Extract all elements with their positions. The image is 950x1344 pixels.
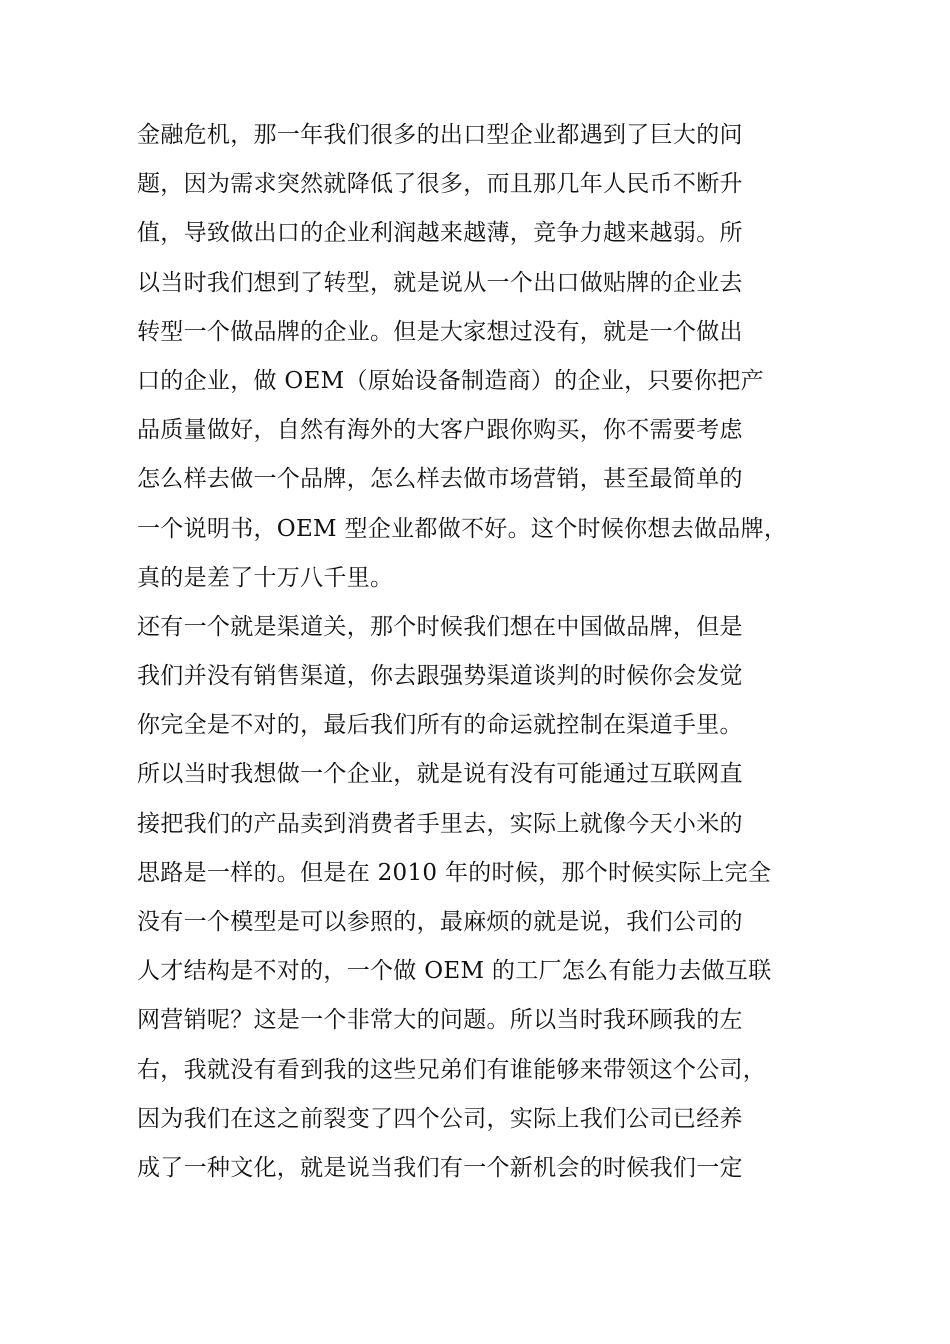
text-line: 因为我们在这之前裂变了四个公司，实际上我们公司已经养: [137, 1105, 743, 1132]
text-line: 转型一个做品牌的企业。但是大家想过没有，就是一个做出: [137, 318, 743, 345]
text-line: 以当时我们想到了转型，就是说从一个出口做贴牌的企业去: [137, 269, 743, 296]
body-text: [137, 111, 857, 1193]
text-line: 一个说明书，OEM 型企业都做不好。这个时候你想去做品牌，: [137, 515, 788, 542]
text-line: 成了一种文化，就是说当我们有一个新机会的时候我们一定: [137, 1154, 743, 1181]
text-line: 还有一个就是渠道关，那个时候我们想在中国做品牌，但是: [137, 613, 743, 640]
text-line: 我们并没有销售渠道，你去跟强势渠道谈判的时候你会发觉: [137, 663, 743, 690]
text-line: 思路是一样的。但是在 2010 年的时候，那个时候实际上完全: [137, 859, 772, 886]
text-line: 人才结构是不对的，一个做 OEM 的工厂怎么有能力去做互联: [137, 958, 772, 985]
text-line: 金融危机，那一年我们很多的出口型企业都遇到了巨大的问: [137, 122, 743, 148]
text-line: 你完全是不对的，最后我们所有的命运就控制在渠道手里。: [137, 712, 743, 739]
text-line: 没有一个模型是可以参照的，最麻烦的就是说，我们公司的: [137, 909, 743, 935]
text-line: 怎么样去做一个品牌，怎么样去做市场营销，甚至最简单的: [137, 466, 743, 493]
text-line: 真的是差了十万八千里。: [137, 564, 394, 591]
text-line: 所以当时我想做一个企业，就是说有没有可能通过互联网直: [137, 761, 743, 788]
text-line: 接把我们的产品卖到消费者手里去，实际上就像今天小米的: [137, 810, 743, 837]
text-line: 右，我就没有看到我的这些兄弟们有谁能够来带领这个公司，: [137, 1056, 767, 1083]
text-line: 题，因为需求突然就降低了很多，而且那几年人民币不断升: [137, 171, 743, 198]
text-line: 口的企业，做 OEM（原始设备制造商）的企业，只要你把产: [137, 367, 764, 394]
text-line: 值，导致做出口的企业利润越来越薄，竞争力越来越弱。所: [137, 220, 743, 247]
text-line: 网营销呢？这是一个非常大的问题。所以当时我环顾我的左: [137, 1007, 743, 1034]
text-line: 品质量做好，自然有海外的大客户跟你购买，你不需要考虑: [137, 417, 743, 444]
